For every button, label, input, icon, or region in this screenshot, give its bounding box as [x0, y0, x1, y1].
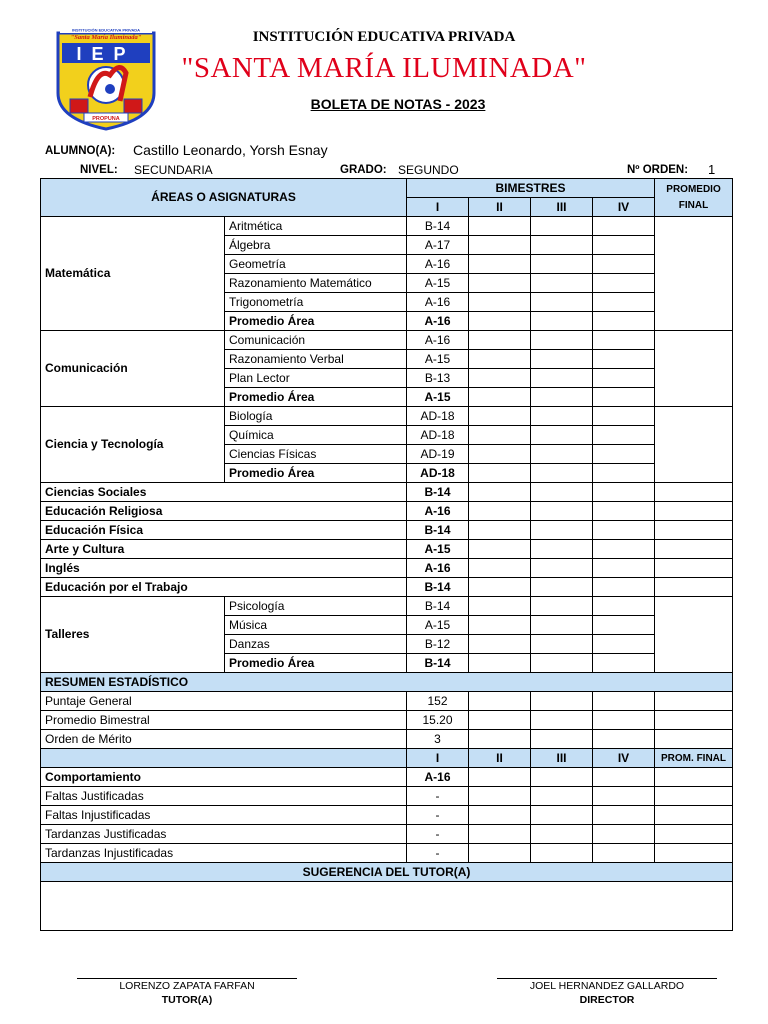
promedio-final-header	[655, 179, 733, 217]
conducta-label: Tardanzas Injustificadas	[41, 844, 407, 863]
final-cell	[655, 597, 733, 673]
conducta-label: Faltas Injustificadas	[41, 806, 407, 825]
grade-cell: A-17	[407, 236, 469, 255]
comportamiento-grade: A-16	[407, 768, 469, 787]
logo-top-text: INSTITUCIÓN EDUCATIVA PRIVADA	[71, 27, 141, 33]
final-header-text: FINAL	[678, 199, 709, 211]
director-role: DIRECTOR	[579, 994, 635, 1006]
promedio-area-label: Promedio Área	[225, 464, 407, 483]
area-name: Educación Física	[41, 521, 407, 540]
promedio-area-grade: B-14	[407, 654, 469, 673]
table-row	[41, 521, 733, 540]
resumen-value: 152	[407, 692, 469, 711]
conducta-value: -	[407, 825, 469, 844]
table-row	[41, 863, 733, 882]
grade-cell: A-16	[407, 502, 469, 521]
bimestre-header: I	[407, 198, 469, 217]
subject-name: Geometría	[225, 255, 407, 274]
orden-label: Nº ORDEN:	[627, 164, 689, 176]
table-row	[41, 217, 733, 236]
conducta-header-blank	[41, 749, 407, 768]
table-row	[41, 559, 733, 578]
grade-cell: AD-18	[407, 426, 469, 445]
table-row	[41, 711, 733, 730]
table-row	[41, 692, 733, 711]
orden-value: 1	[708, 162, 716, 177]
grade-cell: A-16	[407, 331, 469, 350]
director-name: JOEL HERNANDEZ GALLARDO	[529, 980, 685, 992]
area-name: Ciencias Sociales	[41, 483, 407, 502]
promedio-area-grade: A-16	[407, 312, 469, 331]
conducta-label: Tardanzas Justificadas	[41, 825, 407, 844]
grade-cell: B-12	[407, 635, 469, 654]
table-row	[41, 483, 733, 502]
subject-name: Aritmética	[225, 217, 407, 236]
table-row	[41, 787, 733, 806]
table-row	[41, 844, 733, 863]
promedio-area-label: Promedio Área	[225, 654, 407, 673]
promedio-header-text: PROMEDIO	[666, 183, 721, 195]
promedio-area-grade: A-15	[407, 388, 469, 407]
resumen-label: Orden de Mérito	[41, 730, 407, 749]
table-row	[41, 806, 733, 825]
comportamiento-label: Comportamiento	[41, 768, 407, 787]
subject-name: Química	[225, 426, 407, 445]
logo-letters: IEP	[76, 44, 136, 64]
bimestres-header: BIMESTRES	[407, 179, 655, 198]
grade-cell: AD-19	[407, 445, 469, 464]
nivel-label: NIVEL:	[80, 164, 118, 176]
area-name: Comunicación	[41, 331, 225, 407]
alumno-label: ALUMNO(A):	[45, 145, 116, 157]
grades-table	[40, 178, 733, 931]
table-row	[41, 540, 733, 559]
bimestre-header: II	[469, 198, 531, 217]
area-name: Talleres	[41, 597, 225, 673]
grade-cell: B-14	[407, 483, 469, 502]
grade-cell: B-13	[407, 369, 469, 388]
grado-label: GRADO:	[340, 164, 387, 176]
area-name: Educación Religiosa	[41, 502, 407, 521]
grade-cell: A-15	[407, 274, 469, 293]
resumen-label: Promedio Bimestral	[41, 711, 407, 730]
subject-name: Biología	[225, 407, 407, 426]
institution-type: INSTITUCIÓN EDUCATIVA PRIVADA	[252, 29, 516, 45]
table-row	[41, 597, 733, 616]
areas-header: ÁREAS O ASIGNATURAS	[41, 179, 407, 217]
bimestre-header: III	[531, 749, 593, 768]
table-row	[41, 825, 733, 844]
grade-cell: B-14	[407, 217, 469, 236]
promedio-area-label: Promedio Área	[225, 312, 407, 331]
table-row	[41, 578, 733, 597]
bimestre-header: II	[469, 749, 531, 768]
table-row	[41, 502, 733, 521]
final-cell	[655, 407, 733, 483]
grade-cell: B-14	[407, 578, 469, 597]
subject-name: Música	[225, 616, 407, 635]
grade-cell: B-14	[407, 521, 469, 540]
promedio-area-label: Promedio Área	[225, 388, 407, 407]
subject-name: Psicología	[225, 597, 407, 616]
sugerencia-box	[41, 882, 733, 931]
student-name: Castillo Leonardo, Yorsh Esnay	[133, 142, 328, 158]
grade-cell: A-16	[407, 559, 469, 578]
grade-cell: A-15	[407, 540, 469, 559]
director-signature-line	[497, 978, 717, 979]
grade-cell: A-15	[407, 616, 469, 635]
table-row	[41, 407, 733, 426]
conducta-label: Faltas Justificadas	[41, 787, 407, 806]
grade-cell: A-16	[407, 293, 469, 312]
nivel-value: SECUNDARIA	[134, 163, 213, 177]
grade-cell: B-14	[407, 597, 469, 616]
resumen-header: RESUMEN ESTADÍSTICO	[41, 673, 733, 692]
subject-name: Comunicación	[225, 331, 407, 350]
sugerencia-header: SUGERENCIA DEL TUTOR(A)	[41, 863, 733, 882]
grade-cell: A-16	[407, 255, 469, 274]
conducta-value: -	[407, 787, 469, 806]
final-cell	[655, 331, 733, 407]
table-row	[41, 673, 733, 692]
area-name: Ciencia y Tecnología	[41, 407, 225, 483]
subject-name: Ciencias Físicas	[225, 445, 407, 464]
logo-motto: PROPUNA	[92, 116, 120, 122]
resumen-value: 3	[407, 730, 469, 749]
subject-name: Razonamiento Matemático	[225, 274, 407, 293]
grado-value: SEGUNDO	[398, 163, 459, 177]
conducta-value: -	[407, 806, 469, 825]
final-cell	[655, 217, 733, 331]
prom-final-header: PROM. FINAL	[655, 749, 733, 768]
subject-name: Trigonometría	[225, 293, 407, 312]
table-row	[41, 882, 733, 931]
school-name: "SANTA MARÍA ILUMINADA"	[181, 52, 587, 84]
bimestre-header: III	[531, 198, 593, 217]
area-name: Educación por el Trabajo	[41, 578, 407, 597]
resumen-label: Puntaje General	[41, 692, 407, 711]
report-title: BOLETA DE NOTAS - 2023	[310, 96, 486, 112]
grade-cell: A-15	[407, 350, 469, 369]
tutor-role: TUTOR(A)	[161, 994, 213, 1006]
resumen-value: 15.20	[407, 711, 469, 730]
subject-name: Plan Lector	[225, 369, 407, 388]
bimestre-header: I	[407, 749, 469, 768]
tutor-signature-line	[77, 978, 297, 979]
area-name: Matemática	[41, 217, 225, 331]
table-row	[41, 749, 733, 768]
table-row	[41, 768, 733, 787]
subject-name: Danzas	[225, 635, 407, 654]
bimestre-header: IV	[593, 749, 655, 768]
table-row	[41, 730, 733, 749]
grade-cell: AD-18	[407, 407, 469, 426]
tutor-name: LORENZO ZAPATA FARFAN	[119, 980, 255, 992]
subject-name: Razonamiento Verbal	[225, 350, 407, 369]
promedio-area-grade: AD-18	[407, 464, 469, 483]
conducta-value: -	[407, 844, 469, 863]
subject-name: Álgebra	[225, 236, 407, 255]
area-name: Arte y Cultura	[41, 540, 407, 559]
bimestre-header: IV	[593, 198, 655, 217]
logo-name: "Santa María Iluminada"	[70, 34, 142, 41]
area-name: Inglés	[41, 559, 407, 578]
table-row	[41, 331, 733, 350]
